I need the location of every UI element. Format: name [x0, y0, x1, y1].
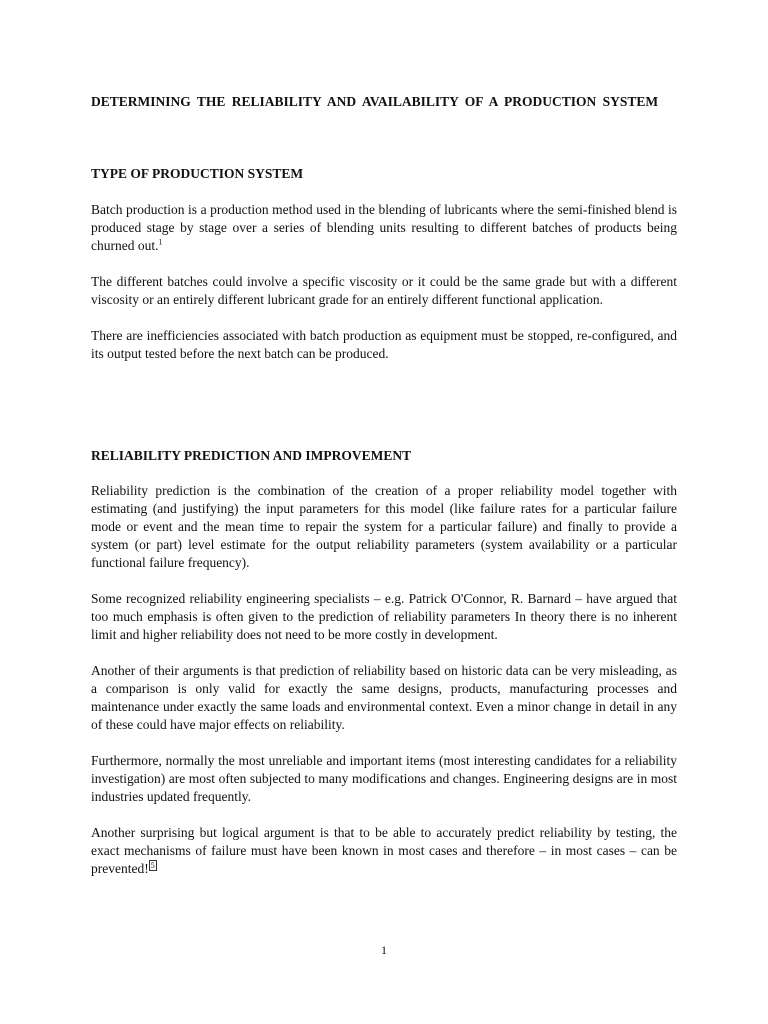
paragraph: Reliability prediction is the combination of the creation of a proper reliability model together with estimating (and justifying) the input parameters for this model (like failure rates for a particular failure mode or event and the mean time to repair the system for a particular failure) and finally to provide a system (or part) level estimate for the output reliability parameters (system availability or a particular functional failure frequency).	[91, 483, 677, 570]
paragraph: There are inefficiencies associated with batch production as equipment must be stopped, re-configured, and its output tested before the next batch can be produced.	[91, 328, 677, 361]
paragraph: Some recognized reliability engineering specialists – e.g. Patrick O'Connor, R. Barnard – have argued that too much emphasis is often given to the prediction of reliability parameters In theory there is no inherent limit and higher reliability does not need to be more costly in development.	[91, 591, 677, 642]
document-page	[91, 93, 677, 878]
document-title: DETERMINING THE RELIABILITY AND AVAILABILITY OF A PRODUCTION SYSTEM	[91, 94, 659, 109]
paragraph	[91, 824, 677, 878]
paragraph: Furthermore, normally the most unreliable and important items (most interesting candidates for a reliability investigation) are most often subjected to many modifications and changes. Engineering designs are in most industries updated frequently.	[91, 753, 677, 804]
section-heading-reliability-prediction: RELIABILITY PREDICTION AND IMPROVEMENT	[91, 448, 412, 463]
citation-link[interactable]: 5	[150, 860, 155, 870]
paragraph: Another of their arguments is that prediction of reliability based on historic data can be very misleading, as a comparison is only valid for exactly the same designs, products, manufacturing processes and maintenance under exactly the same loads and environmental context. Even a minor change in detail in any of these could have major effects on reliability.	[91, 663, 677, 732]
footnote-ref: 1	[158, 237, 163, 247]
paragraph: The different batches could involve a specific viscosity or it could be the same grade but with a different viscosity or an entirely different lubricant grade for an entirely different functional application.	[91, 274, 677, 307]
paragraph-text: Another surprising but logical argument is that to be able to accurately predict reliability by testing, the exact mechanisms of failure must have been known in most cases and therefore – in most cases – can be prevented!	[91, 825, 677, 876]
page-number: 1	[381, 943, 387, 957]
section-heading-production-type: TYPE OF PRODUCTION SYSTEM	[91, 166, 304, 181]
paragraph-text: Batch production is a production method used in the blending of lubricants where the semi-finished blend is produced stage by stage over a series of blending units resulting to different batches of products being churned out.	[91, 202, 677, 253]
paragraph	[91, 201, 677, 255]
